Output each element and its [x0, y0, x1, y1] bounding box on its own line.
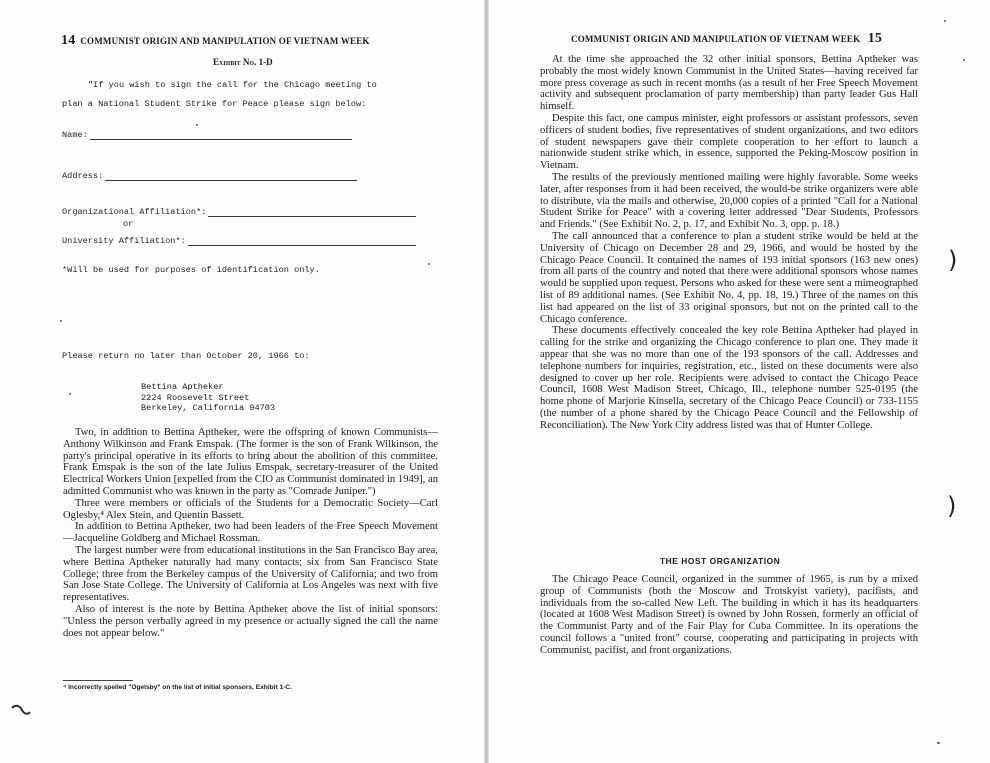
exhibit-label: Exhibit No. 1-D — [213, 57, 273, 67]
paragraph: Also of interest is the note by Bettina Aptheker above the list of initial sponsors: "Unless the person verbally agreed in my presence or actually signed the call the name does not appear below." — [63, 603, 438, 639]
scan-speck — [60, 320, 62, 322]
address-street: 2224 Roosevelt Street — [141, 392, 250, 403]
scan-speck — [428, 263, 430, 265]
paragraph: In addition to Bettina Aptheker, two had been leaders of the Free Speech Movement—Jacqueline Goldberg and Michael Rossman. — [63, 521, 438, 545]
form-intro-line1: "If you wish to sign the call for the Chicago meeting to — [88, 80, 377, 90]
margin-paren-mark: ) — [948, 246, 958, 274]
scan-speck — [937, 742, 940, 744]
univ-field — [62, 236, 416, 246]
right-running-head — [571, 31, 882, 47]
scan-speck — [69, 393, 71, 395]
left-body-text — [63, 427, 438, 639]
org-field — [62, 207, 416, 217]
scan-speck — [944, 20, 946, 22]
or-label: or — [123, 219, 134, 229]
footnote: ⁴ Incorrectly spelled "Ogelsby" on the list of initial sponsors, Exhibit 1-C. — [63, 684, 292, 691]
address-field — [62, 171, 357, 181]
margin-paren-mark: ) — [947, 492, 957, 520]
book-gutter — [484, 0, 489, 763]
return-line: Please return no later than October 20, 1966 to: — [62, 351, 310, 361]
address-name: Bettina Aptheker — [141, 382, 224, 392]
left-page-number: 14 — [61, 33, 76, 48]
host-organization-text — [540, 574, 918, 657]
paragraph: These documents effectively concealed the key role Bettina Aptheker had played in calling for the strike and organizing the Chicago conference to plan one. They made it appear that she was no more than one of the 193 sponsors of the call. Addresses and telephone numbers for inquiries, registration, etc., listed on these documents were also designed to cover up her role. Recipients were advised to contact the Chicago Peace Council, 1608 West Madison Street, Chicago, Ill., telephone number 525-0195 (the home phone of Marjorie Kinsella, secretary of the Chicago Peace Council) or 733-1155 (the number of a phone shared by the Chicago Peace Council and the Fellowship of Reconciliation). The New York City address listed was that of Hunter College. — [540, 325, 918, 431]
form-intro-line2: plan a National Student Strike for Peace please sign below: — [62, 99, 367, 109]
name-field — [62, 130, 352, 140]
right-page-number: 15 — [867, 31, 883, 46]
section-heading: THE HOST ORGANIZATION — [660, 556, 781, 566]
paragraph: The largest number were from educational institutions in the San Francisco Bay area, where Bettina Aptheker naturally had many contacts; six from San Francisco State College; three from the Berkeley campus of the University of California; and two from San Jose State College. The University of California at Los Angeles was next with five representatives. — [63, 544, 438, 604]
paragraph: Two, in addition to Bettina Aptheker, were the offspring of known Communists—Anthony Wilkinson and Frank Emspak. (The former is the son of Frank Wilkinson, the party's principal operative in its efforts to bring about the abolition of this committee. Frank Emspak is the son of the late Julius Emspak, secretary-treasurer of the United Electrical Workers Union [expelled from the CIO as Communist dominated in 1949], an admitted Communist who was known in the party as "Comrade Juniper.") — [63, 427, 438, 497]
footnote-rule — [63, 680, 133, 681]
scan-speck — [196, 124, 198, 126]
return-address — [141, 382, 275, 414]
right-page — [491, 0, 990, 763]
left-running-title: COMMUNIST ORIGIN AND MANIPULATION OF VIETNAM WEEK — [80, 36, 370, 46]
org-label: Organizational Affiliation*: — [62, 207, 207, 217]
paragraph: The results of the previously mentioned mailing were highly favorable. Some weeks later, after responses from it had been received, the would-be strike organizers were able to distribute, via the mails and otherwise, 20,000 copies of a printed "Call for a National Student Strike for Peace" with a covering letter addressed "Dear Students, Professors and Friends." (See Exhibit No. 2, p. 17, and Exhibit No. 3, opp. p. 18.) — [540, 171, 918, 231]
scan-speck — [963, 59, 965, 61]
univ-label: University Affiliation*: — [62, 236, 186, 246]
margin-mark-icon — [10, 702, 32, 718]
left-running-head — [61, 33, 370, 49]
left-page — [0, 0, 486, 763]
paragraph: The call announced that a conference to plan a student strike would be held at the University of Chicago on December 28 and 29, 1966, and would be hosted by the Chicago Peace Council. It contained the names of 193 initial sponsors (163 new ones) from all parts of the country and noted that there were additional sponsors whose names would be supplied upon request. Persons who asked for these were sent a mimeographed list of 89 additional names. (See Exhibit No. 4, pp. 18, 19.) Three of the names on this list had appeared on the list of 33 original sponsors, but not on the printed call to the Chicago conference. — [540, 230, 918, 325]
paragraph: At the time she approached the 32 other initial sponsors, Bettina Aptheker was probably the most widely known Communist in the United States—having received far more press coverage as such in recent months (as a result of her Free Speech Movement activity and subsequent proclamation of party membership) than party leader Gus Hall himself. — [540, 54, 918, 113]
identification-note: *Will be used for purposes of identification only. — [62, 265, 320, 275]
address-label: Address: — [62, 171, 104, 181]
paragraph: Despite this fact, one campus minister, eight professors or assistant professors, seven officers of student bodies, five representatives of student organizations, and two editors of student newspapers gave their complete cooperation to her effort to launch a nationwide student strike which, in essence, supported the Peking-Moscow position in Vietnam. — [540, 112, 918, 172]
paragraph: Three were members or officials of the Students for a Democratic Society—Carl Oglesby,⁴ Alex Stein, and Quentin Bassett. — [63, 497, 438, 521]
name-label: Name: — [62, 130, 88, 140]
address-city: Berkeley, California 94703 — [141, 403, 276, 413]
paragraph: The Chicago Peace Council, organized in the summer of 1965, is run by a mixed group of Communists (both the Moscow and Trotskyist variety), pacifists, and individuals from the so-called New Left. The building in which it has its headquarters (located at 1608 West Madison Street) is owned by John Rossen, formerly an official of the Communist Party and of the Fair Play for Cuba Committee. In its operations the council follows a "united front" course, cooperating and participating in projects with Communist, pacifist, and front organizations. — [540, 574, 918, 656]
right-body-text — [540, 54, 918, 432]
right-running-title: COMMUNIST ORIGIN AND MANIPULATION OF VIETNAM WEEK — [571, 34, 861, 44]
